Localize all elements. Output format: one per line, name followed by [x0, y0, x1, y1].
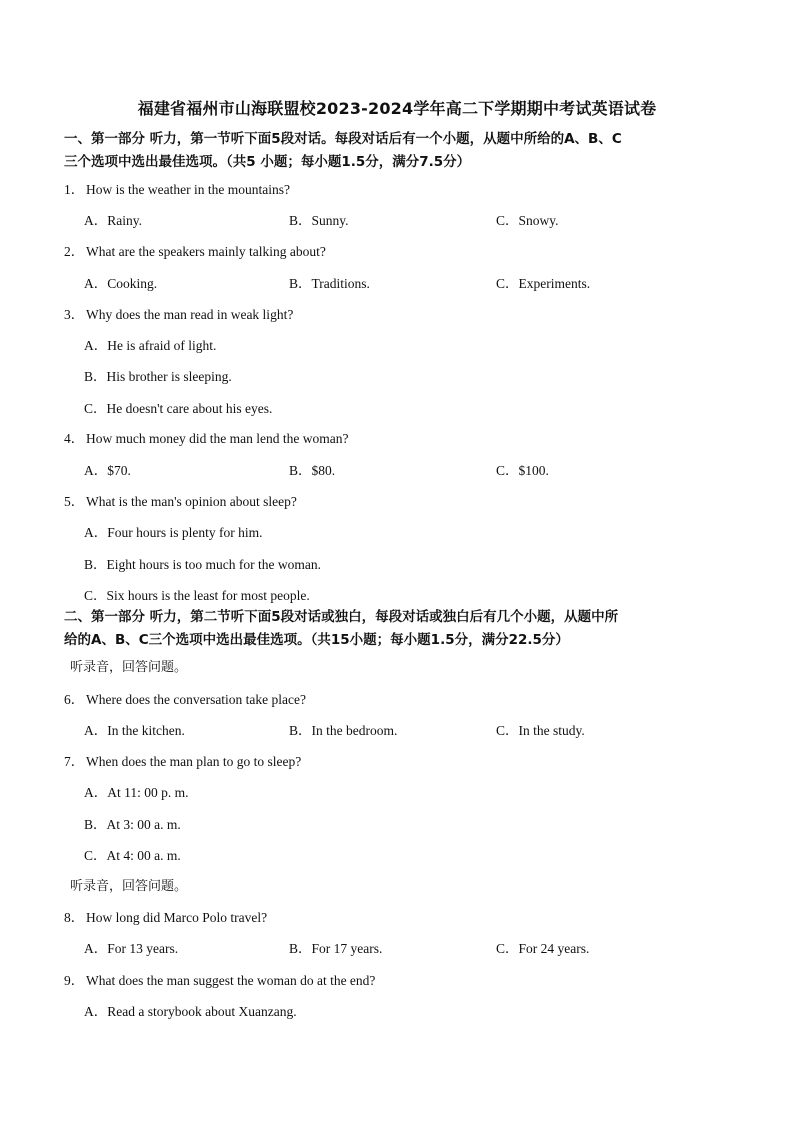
option-2b[interactable]: B．Traditions.	[289, 276, 370, 291]
option-9a[interactable]: A．Read a storybook about Xuanzang.	[84, 1004, 297, 1019]
question-text: When does the man plan to go to sleep?	[86, 754, 302, 769]
question-6	[64, 688, 306, 708]
section-2-line-2: 给的A、B、C三个选项中选出最佳选项。（共15小题；每小题1.5分，满分22.5分）	[64, 632, 569, 648]
option-2a[interactable]: A．Cooking.	[84, 276, 158, 291]
option-5b[interactable]: B．Eight hours is too much for the woman.	[84, 557, 321, 572]
option-7a[interactable]: A．At 11: 00 p. m.	[84, 785, 189, 800]
listening-note: 听录音，回答问题。	[70, 660, 188, 675]
question-5	[64, 490, 297, 510]
option-1a[interactable]: A．Rainy.	[84, 213, 142, 228]
section-1-line-1: 一、第一部分 听力，第一节听下面5段对话。每段对话后有一个小题，从题中所给的A、B、C	[64, 131, 622, 147]
question-number: 2．	[64, 244, 85, 259]
option-4a[interactable]: A．$70.	[84, 463, 131, 478]
option-8a[interactable]: A．For 13 years.	[84, 941, 179, 956]
page-title: 福建省福州市山海联盟校2023-2024学年高二下学期期中考试英语试卷	[137, 99, 657, 118]
question-text: What are the speakers mainly talking about?	[86, 244, 326, 259]
section-1-line-2: 三个选项中选出最佳选项。（共5 小题；每小题1.5分，满分7.5分）	[64, 154, 471, 170]
question-1	[64, 178, 290, 198]
option-7b[interactable]: B．At 3: 00 a. m.	[84, 817, 181, 832]
option-5a[interactable]: A．Four hours is plenty for him.	[84, 525, 263, 540]
question-text: What is the man's opinion about sleep?	[86, 494, 297, 509]
section-2-line-1: 二、第一部分 听力，第二节听下面5段对话或独白，每段对话或独白后有几个小题，从题中所	[64, 609, 619, 625]
question-number: 3．	[64, 307, 85, 322]
question-8	[64, 906, 267, 926]
option-7c[interactable]: C．At 4: 00 a. m.	[84, 848, 181, 863]
option-3b[interactable]: B．His brother is sleeping.	[84, 369, 232, 384]
listening-note: 听录音，回答问题。	[70, 879, 188, 894]
question-4	[64, 427, 348, 447]
option-4b[interactable]: B．$80.	[289, 463, 336, 478]
option-6b[interactable]: B．In the bedroom.	[289, 723, 398, 738]
question-3	[64, 303, 293, 323]
option-8c[interactable]: C．For 24 years.	[496, 941, 590, 956]
option-8b[interactable]: B．For 17 years.	[289, 941, 383, 956]
question-text: How long did Marco Polo travel?	[86, 910, 268, 925]
question-2	[64, 240, 326, 260]
question-text: How much money did the man lend the woman?	[86, 431, 349, 446]
option-3c[interactable]: C．He doesn't care about his eyes.	[84, 401, 273, 416]
question-number: 6．	[64, 692, 85, 707]
section-1-heading	[64, 128, 744, 174]
question-9	[64, 969, 375, 989]
question-text: Where does the conversation take place?	[86, 692, 307, 707]
question-7	[64, 750, 301, 770]
section-2-heading	[64, 606, 744, 652]
option-4c[interactable]: C．$100.	[496, 463, 549, 478]
option-1c[interactable]: C．Snowy.	[496, 213, 559, 228]
question-number: 4．	[64, 431, 85, 446]
question-number: 7．	[64, 754, 85, 769]
option-1b[interactable]: B．Sunny.	[289, 213, 349, 228]
option-5c[interactable]: C．Six hours is the least for most people.	[84, 588, 310, 603]
question-number: 1．	[64, 182, 85, 197]
question-number: 9．	[64, 973, 85, 988]
question-text: What does the man suggest the woman do at the end?	[86, 973, 376, 988]
question-text: How is the weather in the mountains?	[86, 182, 290, 197]
option-6a[interactable]: A．In the kitchen.	[84, 723, 185, 738]
question-number: 8．	[64, 910, 85, 925]
question-text: Why does the man read in weak light?	[86, 307, 294, 322]
question-number: 5．	[64, 494, 85, 509]
option-6c[interactable]: C．In the study.	[496, 723, 585, 738]
option-3a[interactable]: A．He is afraid of light.	[84, 338, 217, 353]
option-2c[interactable]: C．Experiments.	[496, 276, 591, 291]
